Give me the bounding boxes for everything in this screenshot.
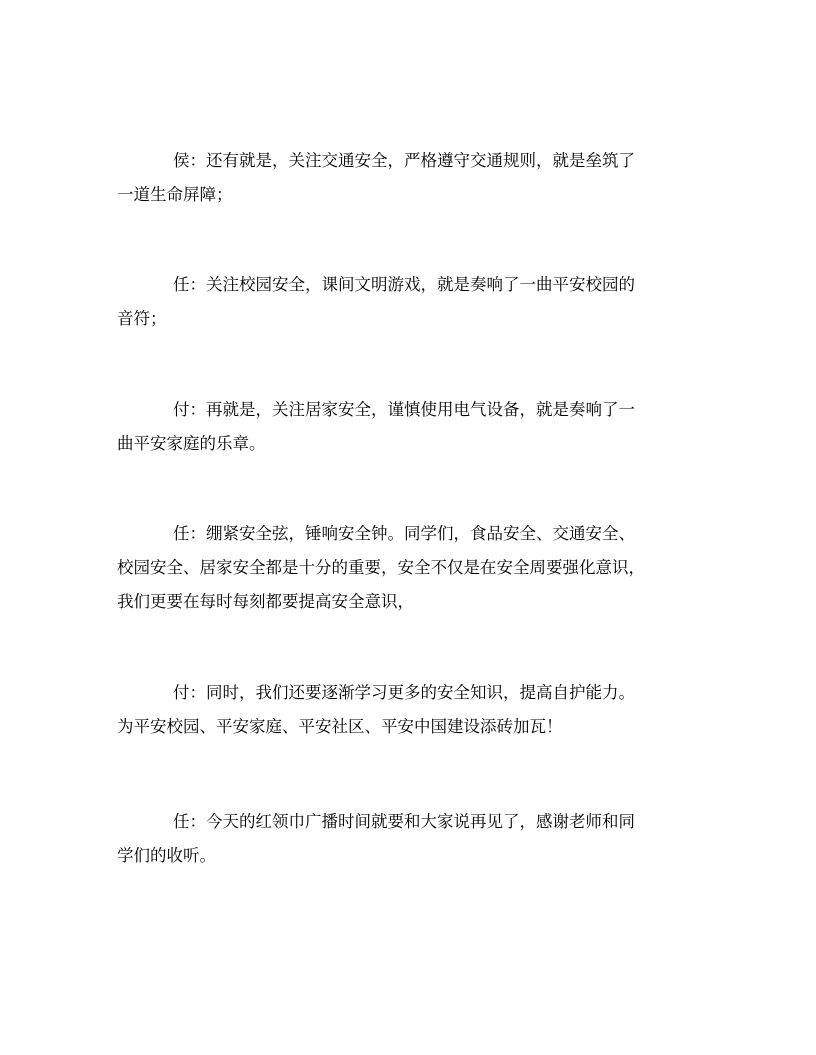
paragraph-ren-safety-awareness — [117, 517, 702, 619]
paragraph-ren-campus-safety — [117, 268, 702, 336]
paragraph-ren-closing — [117, 805, 702, 873]
paragraph-line: 付：同时，我们还要逐渐学习更多的安全知识，提高自护能力。 — [173, 683, 635, 702]
paragraph-hou-traffic-safety — [117, 144, 702, 212]
paragraph-line: 任：今天的红领巾广播时间就要和大家说再见了，感谢老师和同 — [173, 812, 635, 831]
paragraph-line: 任：关注校园安全，课间文明游戏，就是奏响了一曲平安校园的 — [173, 275, 635, 294]
paragraph-fu-safety-knowledge — [117, 676, 702, 744]
paragraph-line: 付：再就是，关注居家安全，谨慎使用电气设备，就是奏响了一 — [173, 400, 635, 419]
paragraph-line: 为平安校园、平安家庭、平安社区、平安中国建设添砖加瓦！ — [117, 717, 563, 736]
paragraph-line: 曲平安家庭的乐章。 — [117, 434, 266, 453]
paragraph-line: 我们更要在每时每刻都要提高安全意识， — [117, 592, 414, 611]
paragraph-fu-home-safety — [117, 393, 702, 461]
paragraph-line: 校园安全、居家安全都是十分的重要，安全不仅是在安全周要强化意识， — [117, 558, 645, 577]
paragraph-line: 一道生命屏障； — [117, 185, 233, 204]
paragraph-line: 音符； — [117, 309, 167, 328]
paragraph-line: 任：绷紧安全弦，锤响安全钟。同学们，食品安全、交通安全、 — [173, 524, 635, 543]
paragraph-line: 侯：还有就是，关注交通安全，严格遵守交通规则，就是垒筑了 — [173, 151, 635, 170]
paragraph-line: 学们的收听。 — [117, 846, 216, 865]
